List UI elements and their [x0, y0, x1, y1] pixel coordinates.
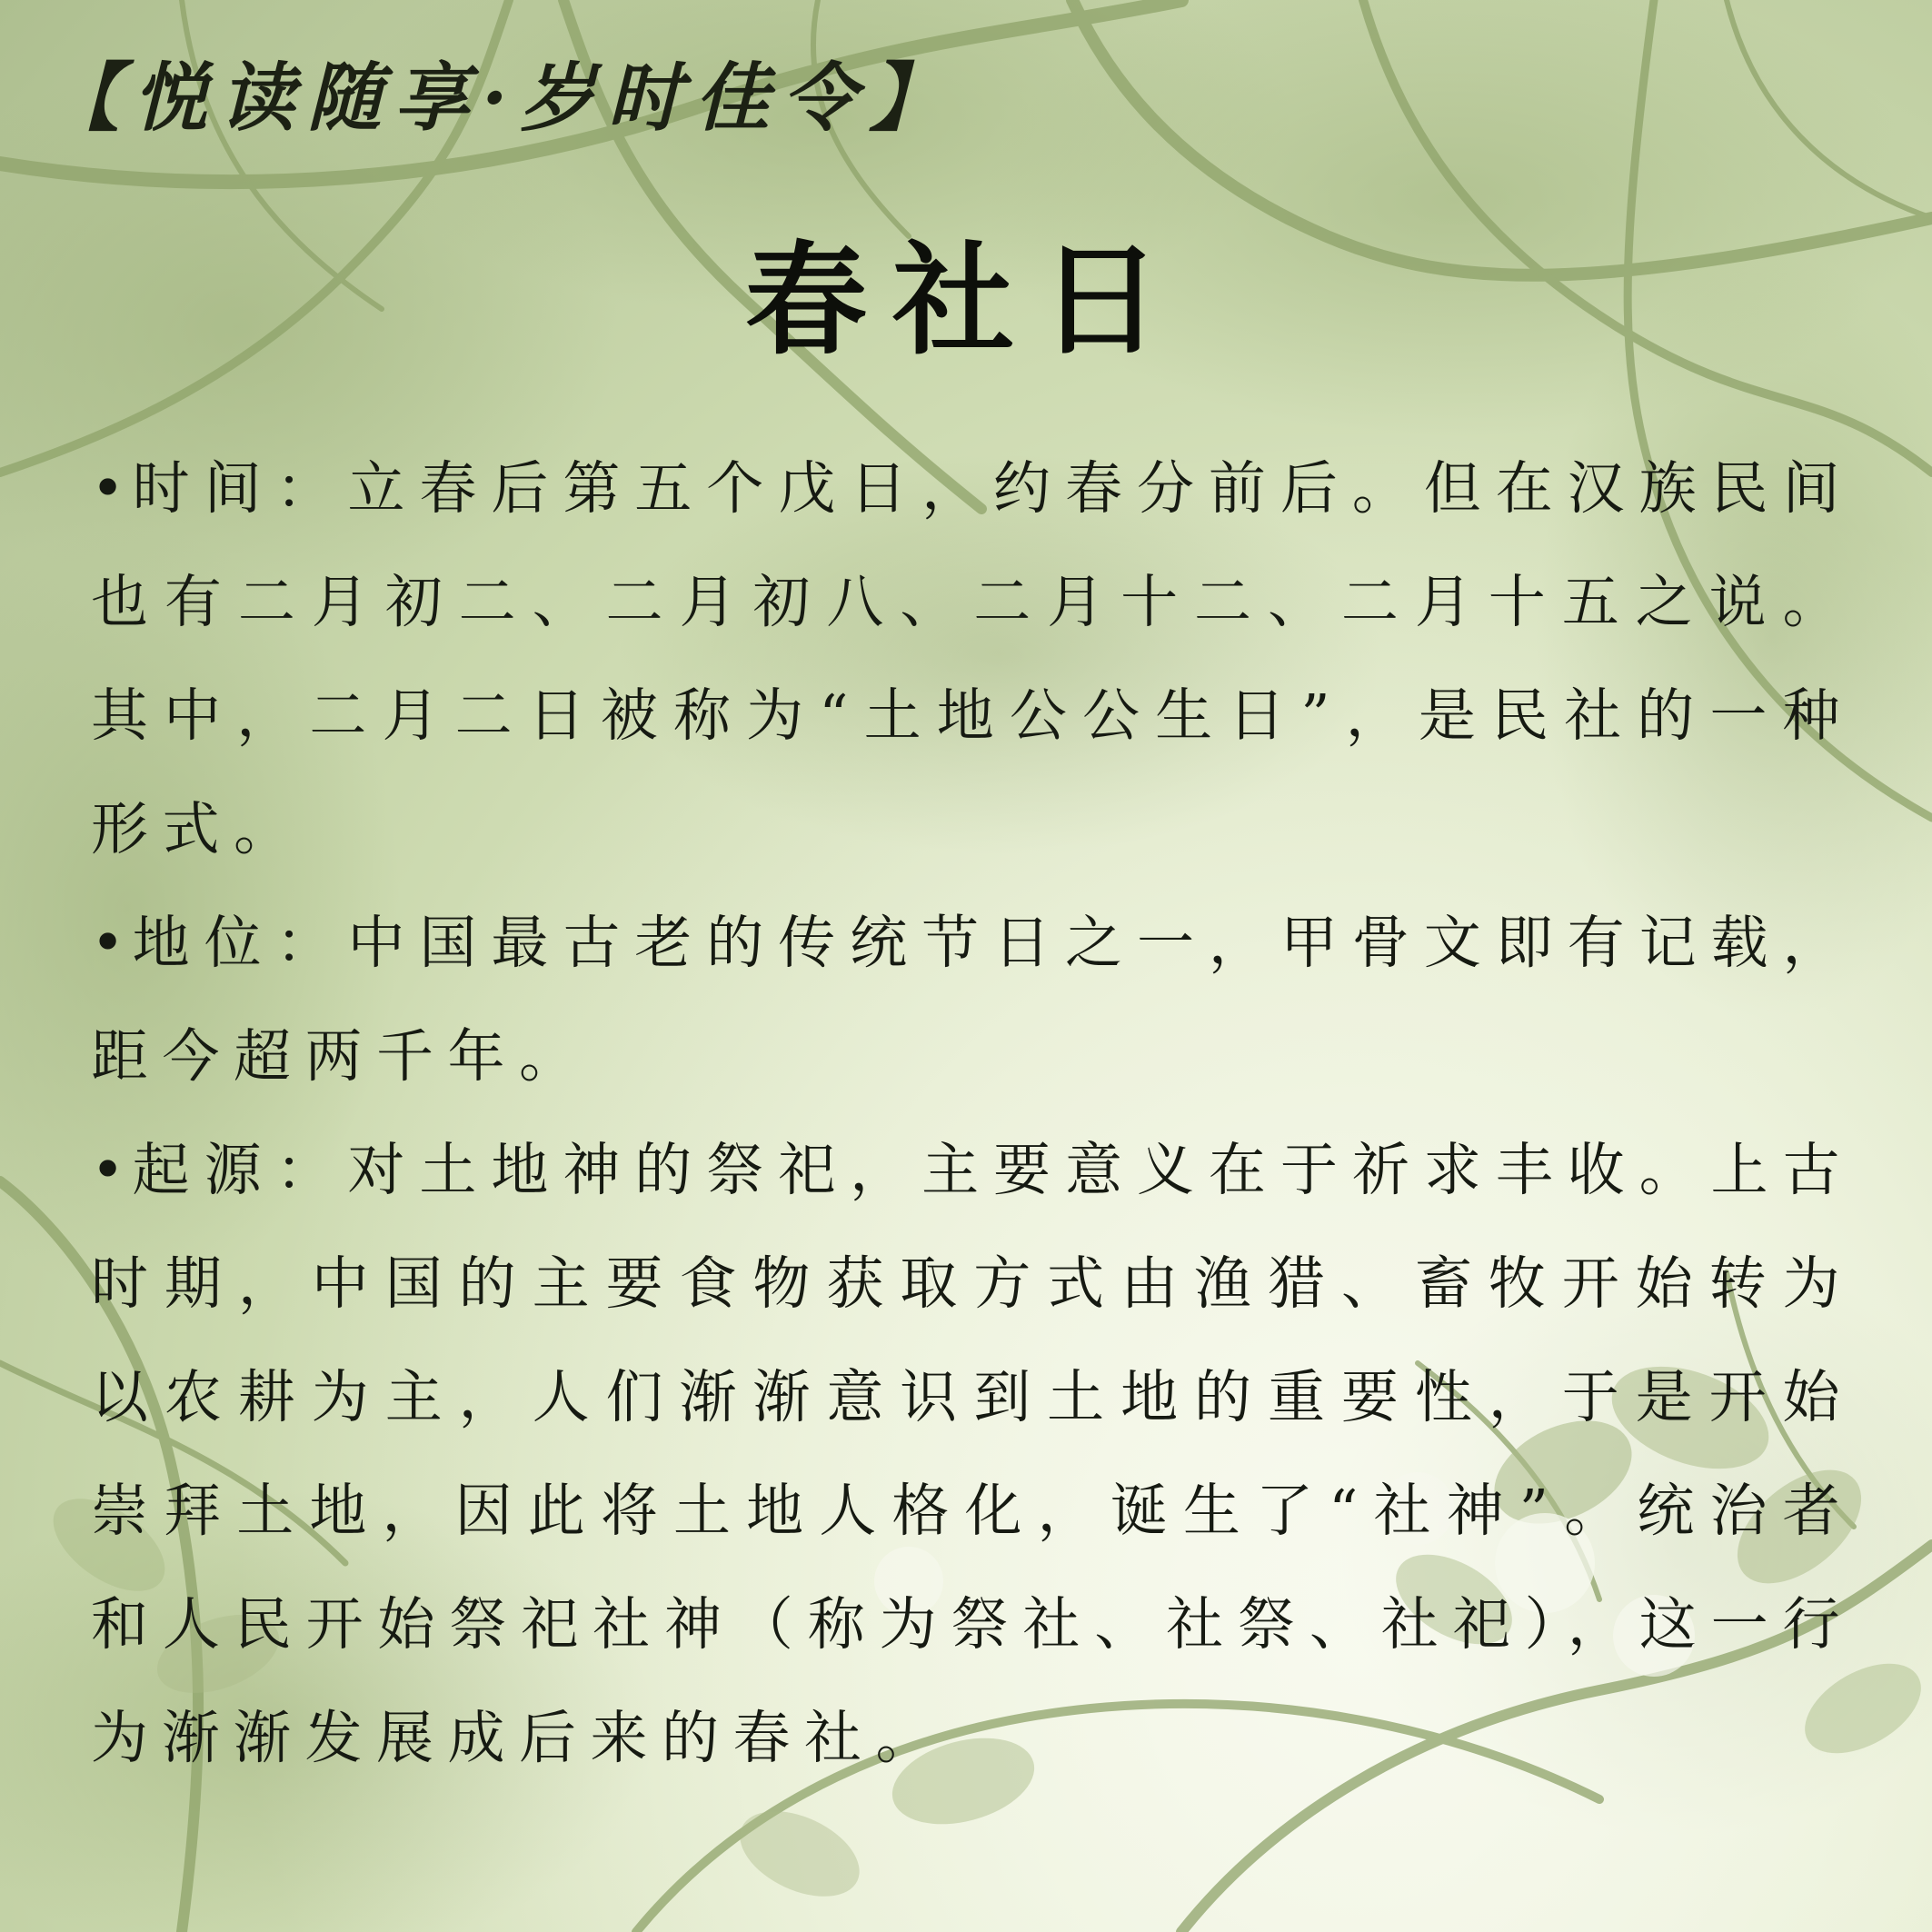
- section-label-origin: 起源：: [132, 1137, 348, 1203]
- section-status: [91, 886, 1854, 1113]
- section-text-origin: 对土地神的祭祀，主要意义在于祈求丰收。上古时期，中国的主要食物获取方式由渔猎、畜牧开始转为以农耕为主，人们渐渐意识到土地的重要性，于是开始崇拜土地，因此将土地人格化，诞生了“社神”。统治者和人民开始祭祀社神（称为祭社、社祭、社祀），这一行为渐渐发展成后来的春社。: [91, 1137, 1855, 1771]
- section-time: [91, 432, 1854, 886]
- bullet-marker: •: [91, 455, 133, 522]
- bullet-marker: •: [91, 1137, 133, 1203]
- section-text-time: 立春后第五个戊日，约春分前后。但在汉族民间也有二月初二、二月初八、二月十二、二月十五之说。其中，二月二日被称为“土地公公生日”，是民社的一种形式。: [91, 455, 1855, 862]
- series-tag: 【悦读随享·岁时佳令】: [45, 55, 957, 142]
- section-label-time: 时间：: [132, 455, 348, 522]
- section-origin: [91, 1113, 1854, 1795]
- bullet-marker: •: [91, 910, 133, 976]
- section-label-status: 地位：: [132, 910, 348, 976]
- page-title: 春社日: [744, 228, 1187, 372]
- section-text-status: 中国最古老的传统节日之一，甲骨文即有记载，距今超两千年。: [91, 910, 1855, 1090]
- article-body: [91, 432, 1854, 1795]
